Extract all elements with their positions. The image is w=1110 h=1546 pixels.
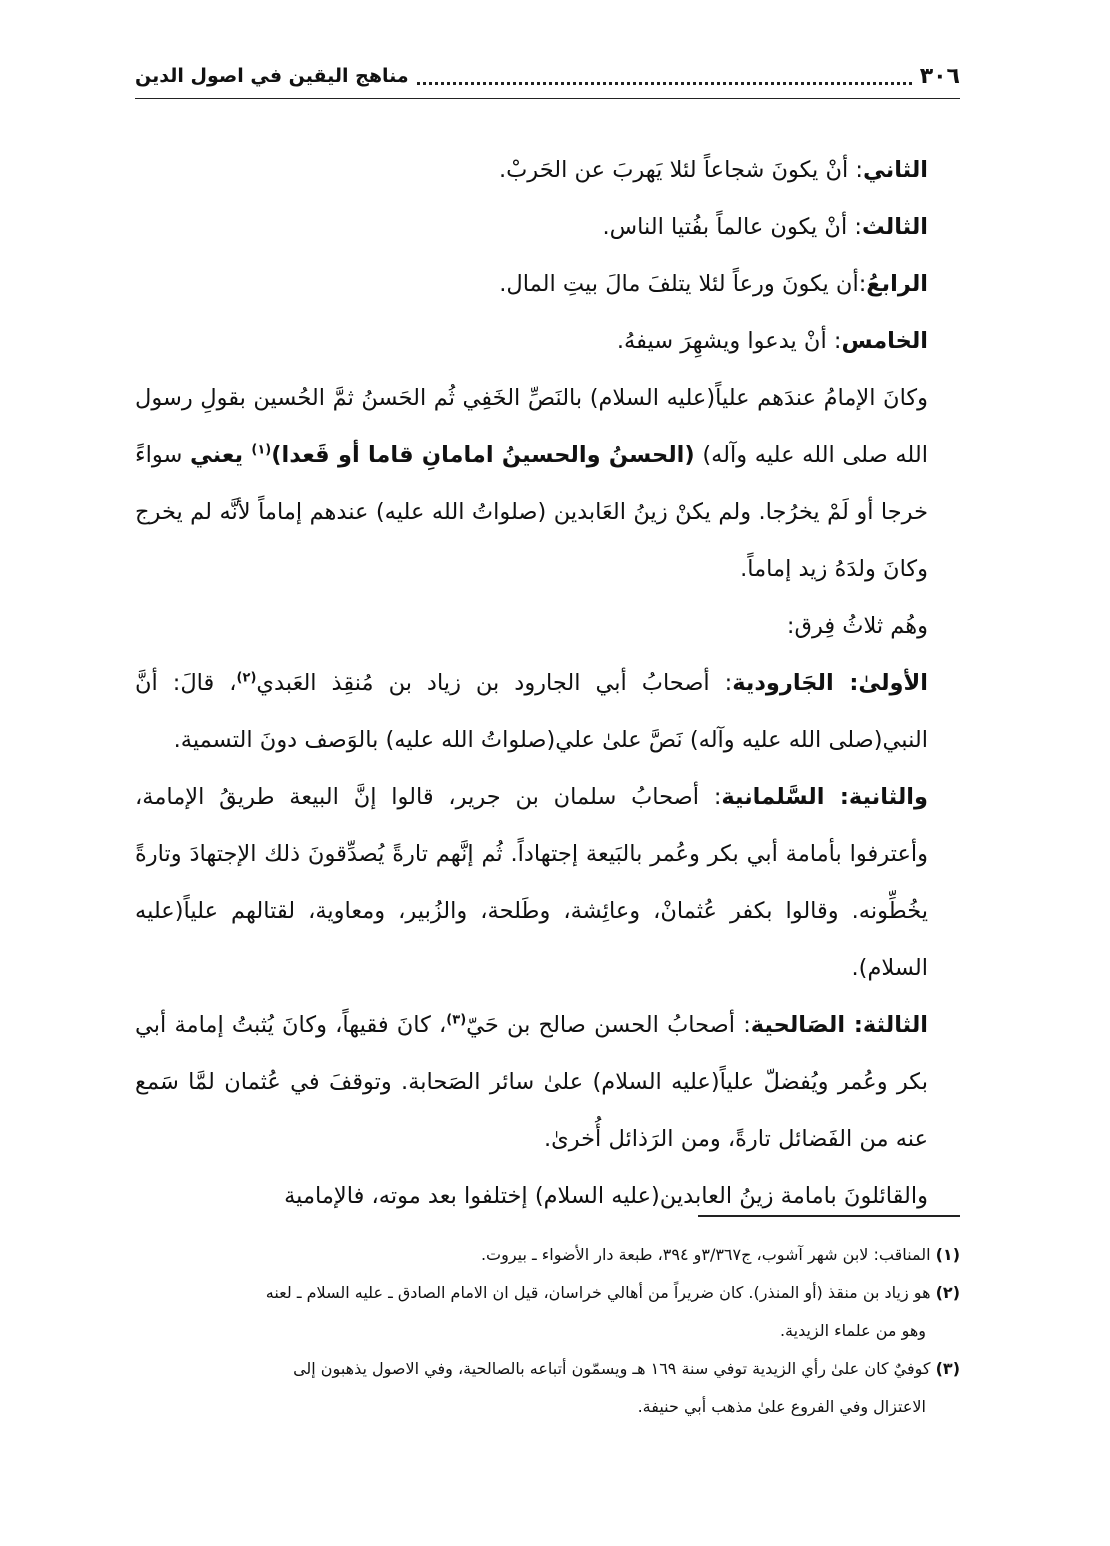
footnotes [135, 1236, 960, 1426]
footnote-continuation: الاعتزال وفي الفروع علىٰ مذهب أبي حنيفة. [637, 1397, 926, 1416]
list-item-label: الثاني [862, 157, 928, 183]
list-item-text: أن يكونَ ورعاً لئلا يتلفَ مالَ بيتِ المال. [499, 271, 859, 297]
list-item-label: الرابعُ [866, 271, 928, 297]
group-label: الأولىٰ: الجَارودية [732, 670, 928, 696]
footnote-number: (٢) [935, 1283, 960, 1302]
footnote-number: (٣) [935, 1359, 960, 1378]
paragraph-final: والقائلونَ بامامة زينُ العابدين(عليه السلام) إختلفوا بعد موته، فالإمامية [284, 1183, 928, 1209]
page-number: ٣٠٦ [919, 63, 960, 89]
footnote: (٣) كوفيٌ كان علىٰ رأي الزيدية توفي سنة ١٦٩ هـ ويسمّون أتباعه بالصالحية، وفي الاصول يذهبون إلى [293, 1359, 960, 1378]
groups-intro: وهُم ثلاثُ فِرق: [786, 613, 928, 639]
footnote-ref[interactable]: (٢) [236, 670, 257, 686]
hadith-quote: (الحسنُ والحسينُ امامانِ قاما أو قَعدا) [271, 442, 695, 468]
list-item: الثاني: أنْ يكونَ شجاعاً لئلا يَهربَ عن الحَربْ. [498, 157, 928, 183]
book-title: مناهج اليقين في اصول الدين [135, 65, 409, 87]
list-item-text: أنْ يكون عالماً بفُتيا الناس. [602, 214, 848, 240]
main-text [135, 142, 960, 1225]
footnote-divider [698, 1215, 960, 1217]
footnote-ref[interactable]: (٣) [446, 1012, 467, 1028]
header-leader-dots [417, 68, 912, 85]
paragraph-imam: وكانَ الإمامُ عندَهم علياً(عليه السلام) بالنَصِّ الخَفِي ثُم الحَسنُ ثمَّ الحُسين بقولِ رسول الله صلى الله عليه وآله) (الحسنُ والحسينُ امامانِ قاما أو قَعدا)$^{(١)}$ يعني سواءً خرجا أو لَمْ يخرُجا. ولم يكنْ زينُ العَابدين (صلواتُ الله عليه) عندهم إماماً لأنَّه لم يخرج وكانَ ولدَهُ زيد إماماً. [135, 385, 929, 582]
paragraph-salihiya: الثالثة: الصَالحية: أصحابُ الحسن صالح بن حَيّ$^{(٣)}$، كانَ فقيهاً، وكانَ يُثبتُ إمامة أبي بكر وعُمر ويُفضلّ علياً(عليه السلام) علىٰ سائر الصَحابة. وتوقفَ في عُثمان لمَّا سَمع عنه من الفَضائل تارةً، ومن الرَذائل أُخرىٰ. [135, 1012, 928, 1152]
list-item-text: أنْ يدعوا ويشهِرَ سيفهُ. [616, 328, 827, 354]
list-item: الثالث: أنْ يكون عالماً بفُتيا الناس. [602, 214, 928, 240]
list-item: الخامس: أنْ يدعوا ويشهِرَ سيفهُ. [616, 328, 928, 354]
footnote-number: (١) [935, 1245, 960, 1264]
group-label: والثانية: السَّلمانية [721, 784, 928, 810]
running-header [135, 58, 960, 94]
list-item: الرابعُ:أن يكونَ ورعاً لئلا يتلفَ مالَ بيتِ المال. [499, 271, 928, 297]
footnote-continuation: وهو من علماء الزيدية. [779, 1321, 926, 1340]
footnote-ref[interactable]: (١) [251, 442, 272, 458]
list-item-label: الخامس [841, 328, 928, 354]
footnote: (٢) هو زياد بن منقذ (أو المنذر). كان ضريراً من أهالي خراسان، قيل ان الامام الصادق ـ عليه السلام ـ لعنه [265, 1283, 960, 1302]
paragraph-sulaymaniya: والثانية: السَّلمانية: أصحابُ سلمان بن جرير، قالوا إنَّ البيعة طريقُ الإمامة، وأعترفوا بأمامة أبي بكر وعُمر بالبَيعة إجتهاداً. ثُم إنَّهم تارةً يُصدِّقونَ ذلك الإجتهادَ وتارةً يخُطِّونه. وقالوا بكفر عُثمانْ، وعائِشة، وطَلحة، والزُبير، ومعاوية، لقتالهم علياً(عليه السلام). [135, 784, 928, 981]
header-divider [135, 98, 960, 99]
paragraph-jarudiya: الأولىٰ: الجَارودية: أصحابُ أبي الجارود بن زياد بن مُنقِذ العَبدي$^{(٢)}$، قالَ: أنَّ النبي(صلى الله عليه وآله) نَصَّ علىٰ علي(صلواتُ الله عليه) بالوَصف دونَ التسمية. [135, 670, 928, 753]
group-label: الثالثة: الصَالحية [750, 1012, 928, 1038]
list-item-label: الثالث [861, 214, 928, 240]
footnote: (١) المناقب: لابن شهر آشوب، ج٣/٣٦٧و ٣٩٤، طبعة دار الأضواء ـ بيروت. [480, 1245, 960, 1264]
list-item-text: أنْ يكونَ شجاعاً لئلا يَهربَ عن الحَربْ. [498, 157, 849, 183]
